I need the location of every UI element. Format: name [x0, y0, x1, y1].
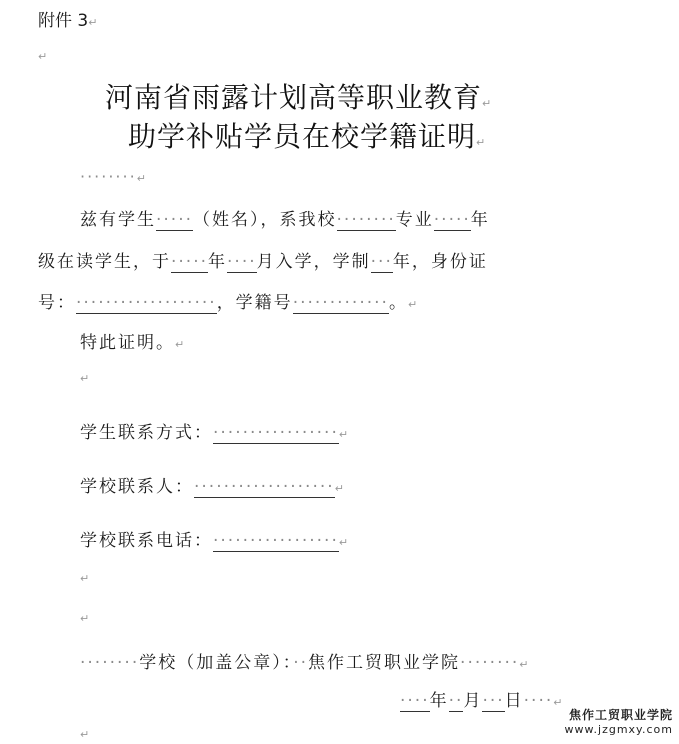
spacer-line: ········↵: [80, 167, 146, 186]
id-number-blank: ···················: [76, 293, 217, 313]
school-contact-blank: ···················: [194, 477, 335, 497]
major-blank: ········: [336, 210, 396, 230]
duration-blank: ···: [370, 252, 393, 272]
site-watermark: 焦作工贸职业学院 www.jzgmxy.com: [564, 708, 673, 736]
date-day-blank: ···: [482, 691, 505, 711]
date-year-blank: ····: [400, 691, 430, 711]
attachment-label: 附件 3↵: [38, 11, 98, 31]
body-line-1: 兹有学生·····（姓名），系我校········专业·····年: [80, 210, 490, 230]
school-name: 焦作工贸职业学院: [308, 653, 461, 673]
student-name-blank: ·····: [156, 210, 194, 230]
paragraph-mark: ↵: [80, 572, 90, 585]
grade-blank: ·····: [433, 210, 471, 230]
certify-statement: 特此证明。↵: [80, 333, 187, 353]
body-line-3: 号：···················，学籍号·············。↵: [38, 293, 420, 313]
paragraph-mark: ↵: [38, 50, 48, 63]
school-seal-row: ········学校（加盖公章）：··焦作工贸职业学院········↵: [80, 653, 531, 673]
school-phone-blank: ·················: [213, 531, 339, 551]
enroll-month-blank: ····: [227, 252, 257, 272]
document-title-line1: 河南省雨露计划高等职业教育↵: [105, 81, 493, 114]
date-month-blank: ··: [448, 691, 464, 711]
school-contact-row: 学校联系人：···················↵: [80, 477, 346, 497]
student-contact-blank: ·················: [213, 423, 339, 443]
paragraph-mark: ↵: [80, 728, 90, 741]
school-phone-row: 学校联系电话：·················↵: [80, 531, 351, 551]
paragraph-mark: ↵: [80, 372, 90, 385]
student-contact-row: 学生联系方式：·················↵: [80, 423, 351, 443]
enroll-year-blank: ·····: [171, 252, 209, 272]
student-number-blank: ·············: [292, 293, 389, 313]
date-row: ····年··月···日····↵: [400, 691, 565, 711]
body-line-2: 级在读学生，于·····年····月入学，学制···年，身份证: [38, 252, 488, 272]
paragraph-mark: ↵: [80, 612, 90, 625]
document-title-line2: 助学补贴学员在校学籍证明↵: [128, 120, 487, 153]
